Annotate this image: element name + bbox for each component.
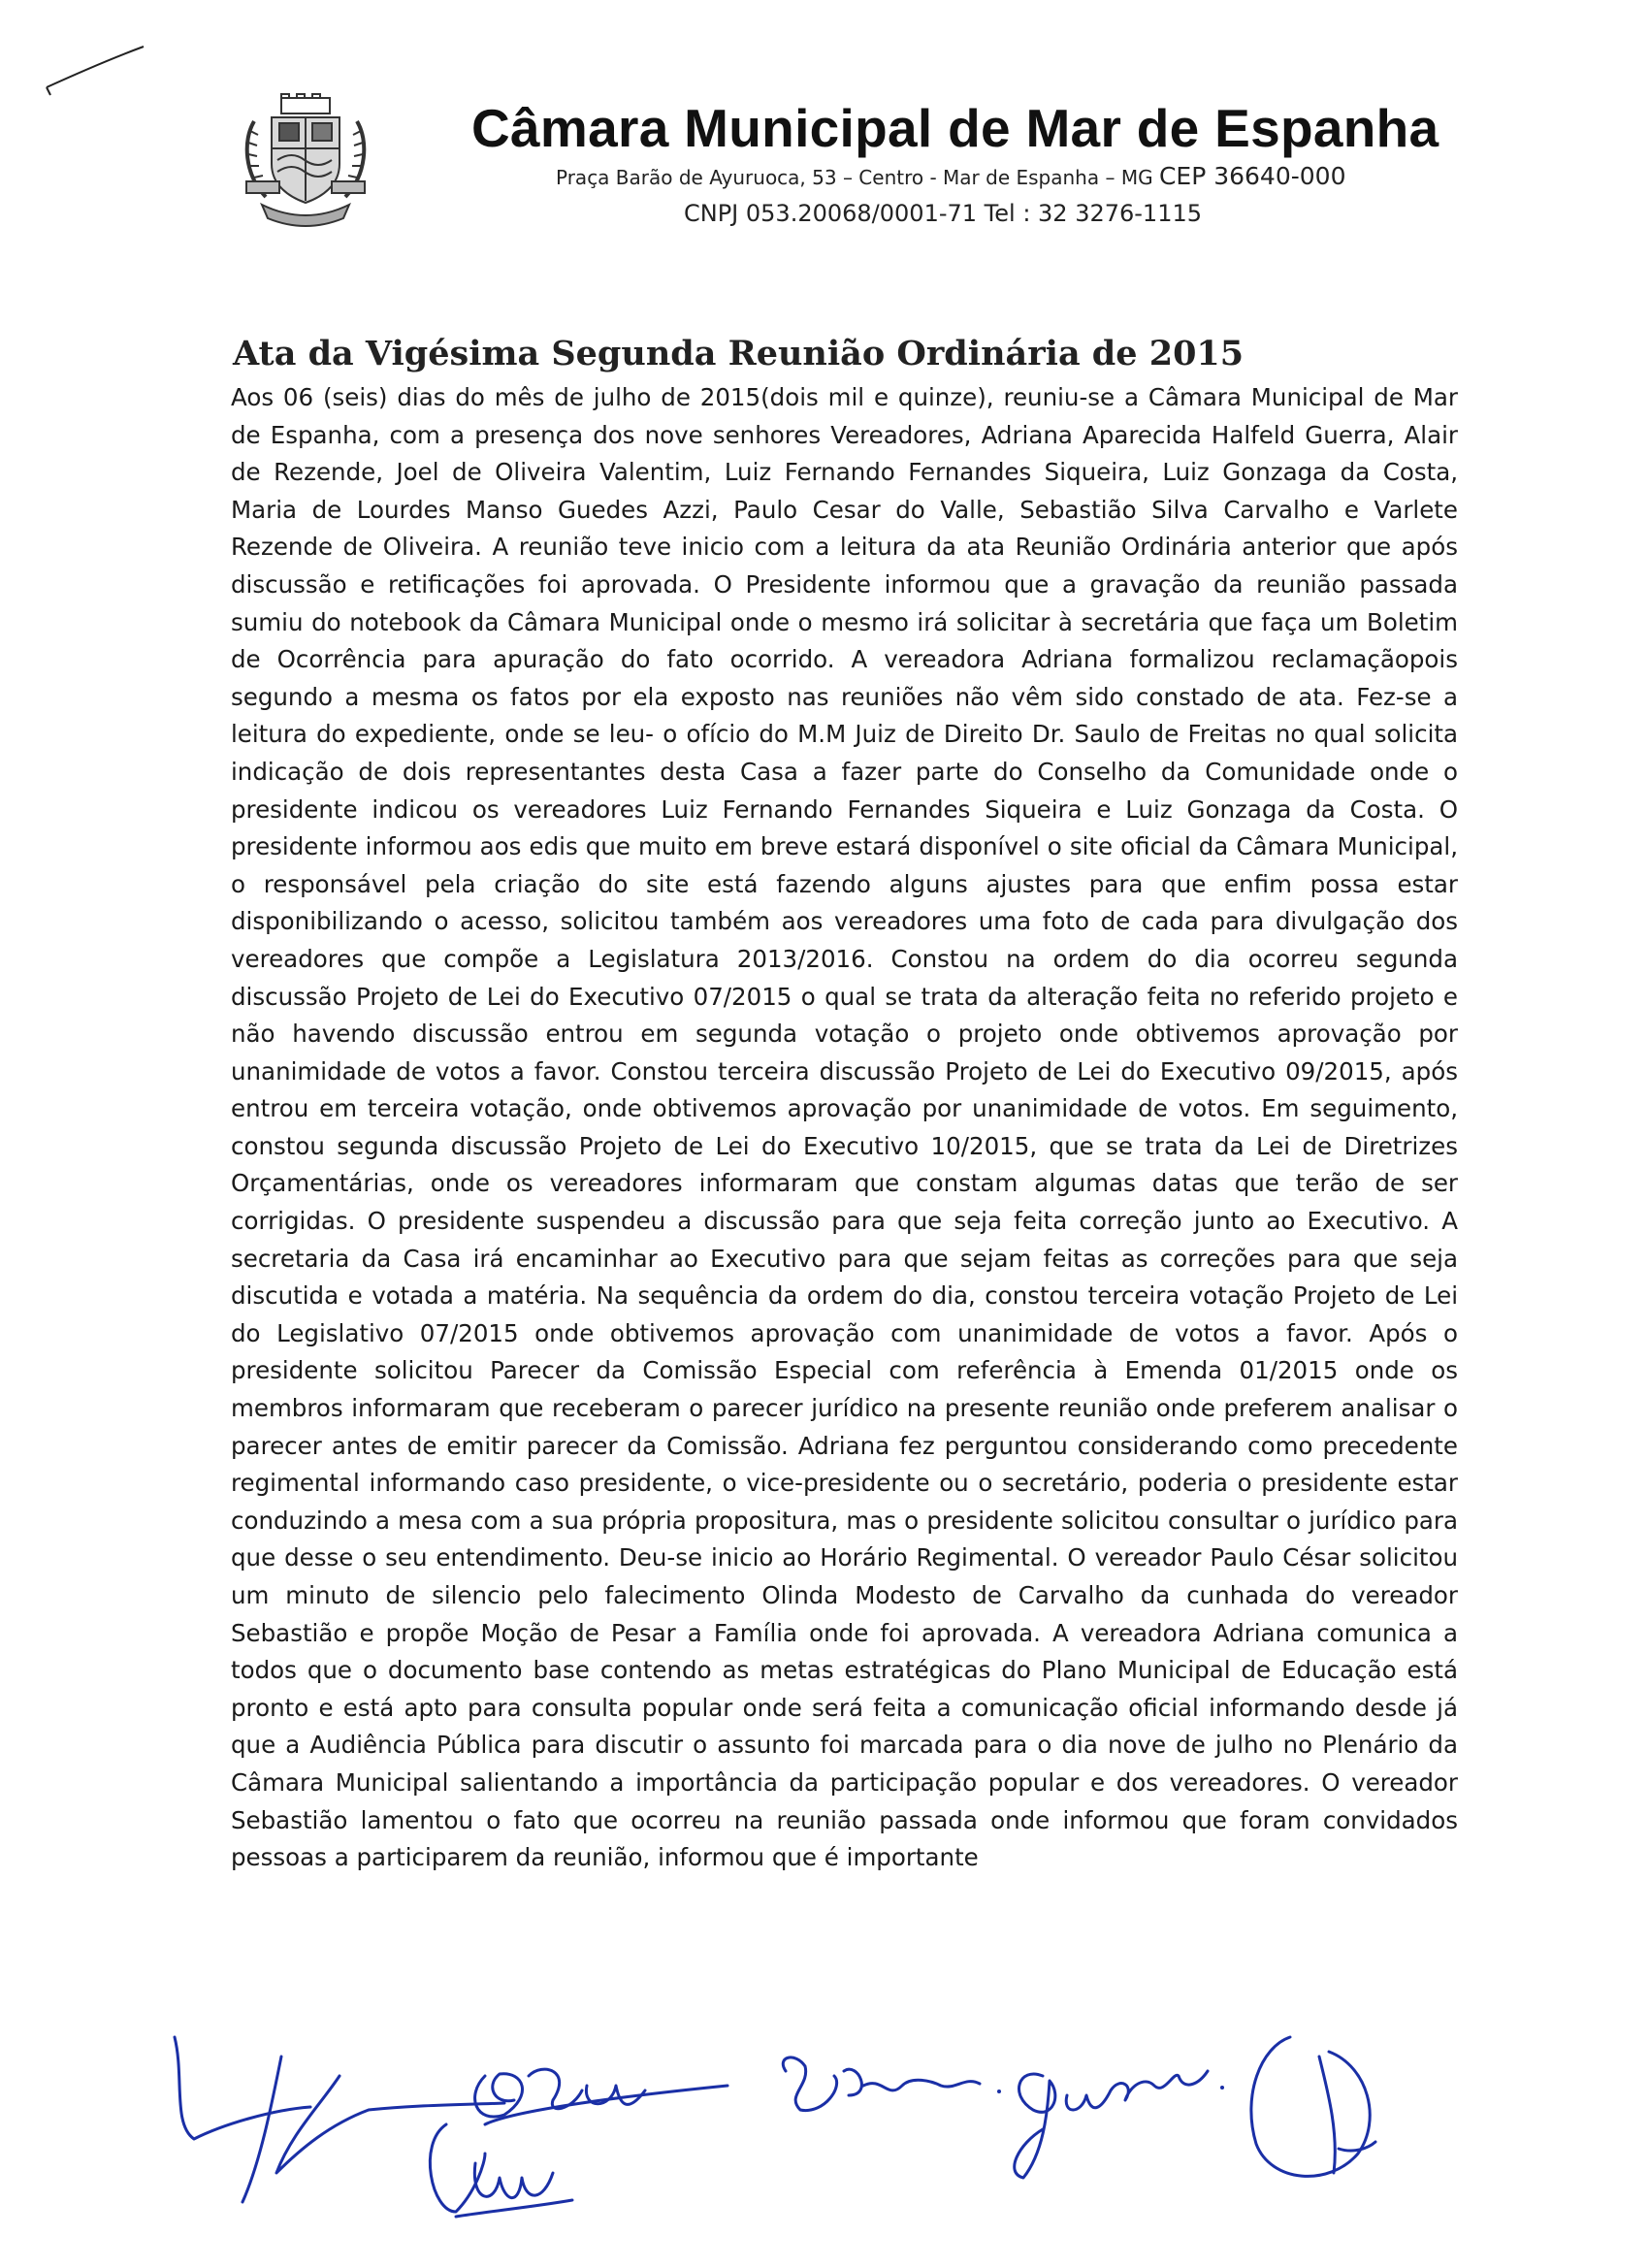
pen-stroke-mark <box>39 39 155 97</box>
signature-3 <box>430 2124 572 2217</box>
minutes-title: Ata da Vigésima Segunda Reunião Ordinária de 2015 <box>233 334 1245 373</box>
signature-5-guerra <box>1015 2071 1224 2178</box>
signature-1 <box>175 2037 310 2202</box>
address-line: Praça Barão de Ayuruoca, 53 – Centro - Mar de Espanha – MG <box>556 166 1153 189</box>
institution-name: Câmara Municipal de Mar de Espanha <box>471 98 1439 158</box>
cnpj-and-phone: CNPJ 053.20068/0001-71 Tel : 32 3276-1115 <box>684 200 1203 227</box>
signature-4 <box>783 2057 1001 2111</box>
minutes-body-text: Aos 06 (seis) dias do mês de julho de 2015(dois mil e quinze), reuniu-se a Câmara Municipal de Mar de Espanha, com a presença dos nove senhores Vereadores, Adriana Aparecida Halfeld Guerra, Alair de Rezende, Joel de Oliveira Valentim, Luiz Fernando Fernandes Siqueira, Luiz Gonzaga da Costa, Maria de Lourdes Manso Guedes Azzi, Paulo Cesar do Valle, Sebastião Silva Carvalho e Varlete Rezende de Oliveira. A reunião teve inicio com a leitura da ata Reunião Ordinária anterior que após discussão e retificações foi aprovada. O Presidente informou que a gravação da reunião passada sumiu do notebook da Câmara Municipal onde o mesmo irá solicitar à secretária que faça um Boletim de Ocorrência para apuração do fato ocorrido. A vereadora Adriana formalizou reclamaçãopois segundo a mesma os fatos por ela exposto nas reuniões não vêm sido constado de ata. Fez-se a leitura do expediente, onde se leu- o ofício do M.M Juiz de Direito Dr. Saulo de Freitas no qual solicita indicação de dois representantes desta Casa a fazer parte do Conselho da Comunidade onde o presidente indicou os vereadores Luiz Fernando Fernandes Siqueira e Luiz Gonzaga da Costa. O presidente informou aos edis que muito em breve estará disponível o site oficial da Câmara Municipal, o responsável pela criação do site está fazendo alguns ajustes para que enfim possa estar disponibilizando o acesso, solicitou também aos vereadores uma foto de cada para divulgação dos vereadores que compõe a Legislatura 2013/2016. Constou na ordem do dia ocorreu segunda discussão Projeto de Lei do Executivo 07/2015 o qual se trata da alteração feita no referido projeto e não havendo discussão entrou em segunda votação o projeto onde obtivemos aprovação por unanimidade de votos a favor. Constou terceira discussão Projeto de Lei do Executivo 09/2015, após entrou em terceira votação, onde obtivemos aprovação por unanimidade de votos. Em seguimento, constou segunda discussão Projeto de Lei do Executivo 10/2015, que se trata da Lei de Diretrizes Orçamentárias, onde os vereadores informaram que constam algumas datas que terão de ser corrigidas. O presidente suspendeu a discussão para que seja feita correção junto ao Executivo. A secretaria da Casa irá encaminhar ao Executivo para que sejam feitas as correções para que seja discutida e votada a matéria. Na sequência da ordem do dia, constou terceira votação Projeto de Lei do Legislativo 07/2015 onde obtivemos aprovação com unanimidade de votos a favor. Após o presidente solicitou Parecer da Comissão Especial com referência à Emenda 01/2015 onde os membros informaram que receberam o parecer jurídico na presente reunião onde preferem analisar o parecer antes de emitir parecer da Comissão. Adriana fez perguntou considerando como precedente regimental informando caso presidente, o vice-presidente ou o secretário, poderia o presidente estar conduzindo a mesa com a sua própria propositura, mas o presidente solicitou consultar o jurídico para que desse o seu entendimento. Deu-se inicio ao Horário Regimental. O vereador Paulo César solicitou um minuto de silencio pelo falecimento Olinda Modesto de Carvalho da cunhada do vereador Sebastião e propõe Moção de Pesar a Família onde foi aprovada. A vereadora Adriana comunica a todos que o documento base contendo as metas estratégicas do Plano Municipal de Educação está pronto e está apto para consulta popular onde será feita a comunicação oficial informando desde já que a Audiência Pública para discutir o assunto foi marcada para o dia nove de julho no Plenário da Câmara Municipal salientando a importância da participação popular e dos vereadores. O vereador Sebastião lamentou o fato que ocorreu na reunião passada onde informou que foram convidados pessoas a participarem da reunião, informou que é importante <box>231 383 1458 1872</box>
institution-address <box>556 162 1487 192</box>
postal-code: CEP 36640-000 <box>1158 162 1346 190</box>
signature-2 <box>276 2069 728 2173</box>
municipal-coat-of-arms-icon <box>233 92 378 228</box>
signature-6 <box>1251 2037 1375 2176</box>
handwritten-signatures <box>165 2018 1523 2241</box>
